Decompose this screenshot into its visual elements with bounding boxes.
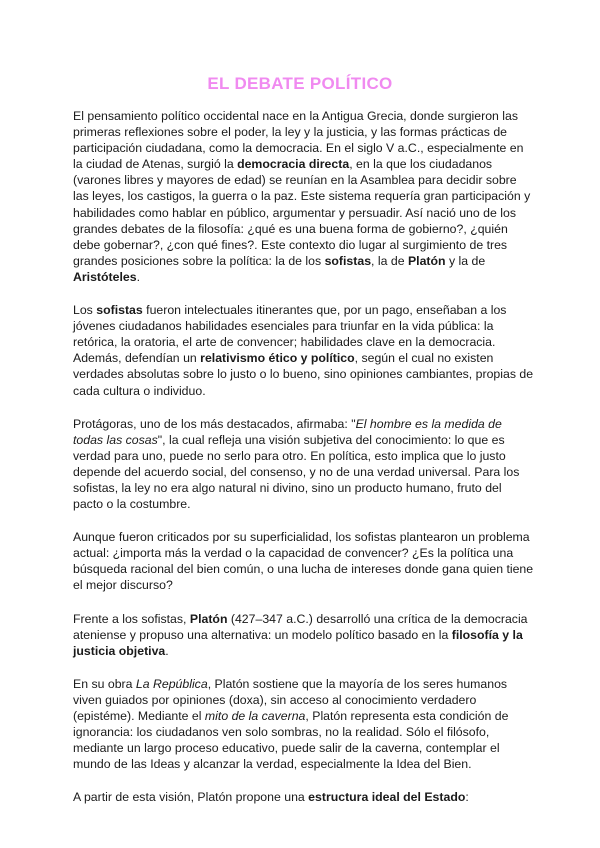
text-run: y la de	[445, 253, 486, 268]
bold-term: democracia directa	[237, 157, 350, 172]
text-run: .	[165, 643, 169, 658]
italic-term: mito de la caverna	[204, 709, 306, 723]
bold-term: sofistas	[324, 253, 372, 268]
bold-term: sofistas	[96, 303, 143, 318]
text-run: A partir de esta visión, Platón propone una	[73, 790, 309, 805]
text-run: , según el cual no existen verdades absolutas sobre lo justo o lo bueno, sino opiniones cambiantes, propias de cada cultura o individuo.	[73, 351, 534, 398]
bold-term: relativismo ético y político	[200, 351, 355, 366]
bold-term: Aristóteles	[73, 269, 137, 284]
text-run: , la de	[371, 253, 408, 268]
text-run: :	[465, 790, 469, 805]
paragraph-platon	[73, 611, 535, 659]
text-run: (427–347 a.C.) desarrolló una crítica de la democracia ateniense y propuso una alternativa: un modelo político basado en la	[73, 611, 528, 642]
bold-term: filosofía y la justicia objetiva	[73, 627, 523, 658]
italic-quote: El hombre es la medida de todas las cosas	[73, 416, 502, 447]
text-run: Los	[73, 303, 97, 318]
text-run: , Platón representa esta condición de ignorancia: los ciudadanos ven solo sombras, no la realidad. Sólo el filósofo, mediante un largo proceso educativo, puede salir de la caverna, contemplar el mundo de las Ideas y alcanzar la verdad, especialmente la Idea del Bien.	[73, 709, 509, 772]
bold-term: Platón	[407, 253, 446, 268]
paragraph-estado	[73, 789, 535, 805]
italic-title: La República	[135, 676, 208, 691]
paragraph-republica	[73, 676, 535, 773]
paragraph-critica	[73, 529, 535, 593]
text-run: , Platón sostiene que la mayoría de los seres humanos viven guiados por opiniones (doxa), sin acceso al conocimiento verdadero (epistéme). Mediante el	[73, 676, 508, 723]
bold-term: estructura ideal del Estado	[308, 790, 466, 805]
paragraph-protagoras	[73, 416, 535, 513]
text-run: fueron intelectuales itinerantes que, por un pago, enseñaban a los jóvenes ciudadanos habilidades esenciales para triunfar en la vida pública: la retórica, la oratoria, el arte de convencer; habilidades clave en la democracia. Además, defendían un	[73, 303, 507, 366]
text-run: , en la que los ciudadanos (varones libres y mayores de edad) se reunían en la Asamblea para decidir sobre las leyes, los castigos, la guerra o la paz. Este sistema requería gran participación y habilidades como hablar en público, argumentar y persuadir. Así nació uno de los grandes debates de la filosofía: ¿qué es una buena forma de gobierno?, ¿quién debe gobernar?, ¿con qué fines?. Este contexto dio lugar al surgimiento de tres grandes posiciones sobre la política: la de los	[73, 157, 531, 268]
text-run: El pensamiento político occidental nace en la Antigua Grecia, donde surgieron las primeras reflexiones sobre el poder, la ley y la justicia, y las formas prácticas de participación ciudadana, como la democracia. En el siglo V a.C., especialmente en la ciudad de Atenas, surgió la	[73, 109, 524, 172]
text-run: .	[136, 269, 140, 284]
text-run: Aunque fueron criticados por su superficialidad, los sofistas plantearon un problema actual: ¿importa más la verdad o la capacidad de convencer? ¿Es la política una búsqueda racional del bien común, o una lucha de intereses donde gana quien tiene el mejor discurso?	[73, 530, 534, 593]
bold-term: Platón	[189, 611, 228, 626]
text-run: ", la cual refleja una visión subjetiva del conocimiento: lo que es verdad para uno, puede no serlo para otro. En política, esto implica que lo justo depende del acuerdo social, del consenso, y no de una verdad universal. Para los sofistas, la ley no era algo natural ni divino, sino un producto humano, fruto del pacto o la costumbre.	[73, 432, 520, 512]
text-run: Protágoras, uno de los más destacados, afirmaba: "	[73, 416, 356, 431]
paragraph-sofistas	[73, 302, 535, 399]
text-run: Frente a los sofistas,	[73, 611, 190, 626]
page-title: EL DEBATE POLÍTICO	[207, 74, 393, 93]
text-run: En su obra	[73, 676, 136, 691]
document-body	[73, 108, 535, 822]
paragraph-intro	[73, 108, 535, 285]
